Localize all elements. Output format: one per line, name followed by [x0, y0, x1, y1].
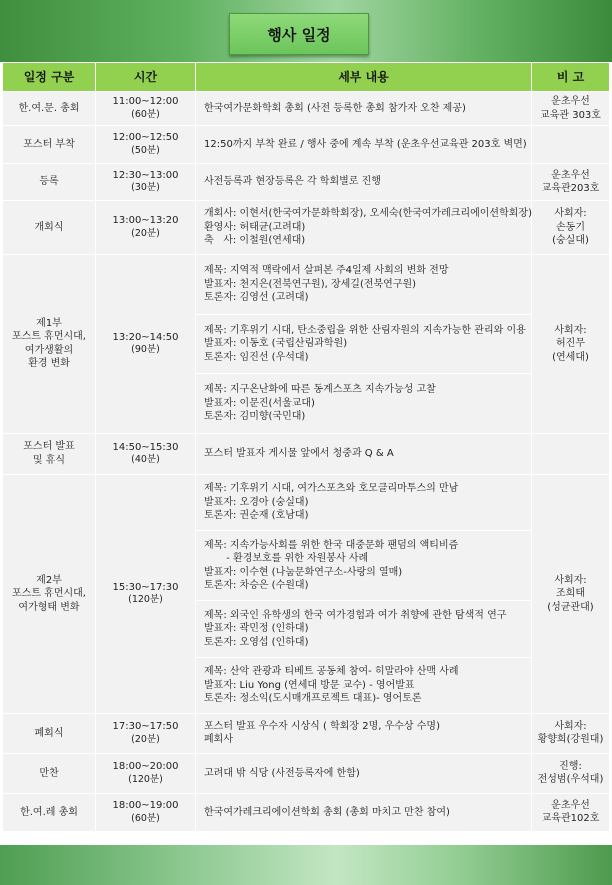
detail-line: 환영사: 허태균(고려대)	[204, 221, 306, 233]
table-row	[3, 713, 610, 753]
row-remarks: 운초우선 교육관203호	[532, 164, 610, 201]
row-category: 폐회식	[3, 713, 96, 753]
row-duration: (90분)	[131, 344, 160, 356]
row-time-cell	[96, 255, 196, 434]
session-block	[196, 657, 531, 713]
detail-text: 사전등록과 현장등록은 각 학회별로 진행	[204, 176, 381, 188]
column-header-time: 시간	[96, 63, 196, 92]
row-remarks: 운초우선 교육관102호	[532, 793, 610, 831]
table-row	[3, 474, 610, 713]
row-time: 18:00~20:00	[112, 761, 179, 773]
session-line: 발표자: 이문진(서울교대)	[204, 397, 315, 409]
row-category: 제2부 포스트 휴먼시대, 여가형태 변화	[3, 474, 96, 713]
row-category: 포스터 부착	[3, 126, 96, 164]
detail-text: 한국여가레크리에이션학회 총회 (총회 마치고 만찬 참여)	[204, 806, 450, 818]
detail-line: 축 사: 이철원(연세대)	[204, 235, 306, 247]
session-line: 토론자: 김미향(국민대)	[204, 411, 306, 423]
session-line: 발표자: 이수현 (나눔문화연구소-사랑의 열매)	[204, 566, 403, 578]
row-details	[196, 201, 532, 255]
row-duration: (30분)	[131, 182, 160, 194]
table-row	[3, 255, 610, 434]
row-duration: (50분)	[131, 144, 160, 156]
session-line: 토론자: 김영선 (고려대)	[204, 292, 309, 304]
row-remarks	[532, 126, 610, 164]
row-category: 만찬	[3, 753, 96, 793]
row-time-cell	[96, 793, 196, 831]
row-duration: (60분)	[131, 108, 160, 120]
row-remarks: 사회자: 조희태 (성균관대)	[532, 474, 610, 713]
row-category: 등록	[3, 164, 96, 201]
session-line: 발표자: 천지은(전북연구원), 장세길(전북연구원)	[204, 278, 417, 290]
session-line: 발표자: Liu Yong (연세대 방문 교수) - 영어발표	[204, 679, 415, 691]
session-block	[196, 255, 531, 314]
row-details	[196, 753, 532, 793]
table-header-row	[3, 63, 610, 92]
row-time-cell	[96, 474, 196, 713]
detail-text: 12:50까지 부착 완료 / 행사 중에 계속 부착 (운초우선교육관 203호 벽면)	[204, 138, 527, 150]
detail-text: 포스터 발표자 게시물 앞에서 청중과 Q & A	[204, 448, 394, 460]
table-row	[3, 126, 610, 164]
session-line: 토론자: 오영섭 (인하대)	[204, 636, 309, 648]
schedule-body	[3, 92, 610, 832]
row-category: 제1부 포스트 휴먼시대, 여가생활의 환경 변화	[3, 255, 96, 434]
session-line: 발표자: 이동호 (국립산림과학원)	[204, 338, 348, 350]
session-line: 토론자: 임진선 (우석대)	[204, 351, 309, 363]
row-time: 15:30~17:30	[112, 581, 179, 593]
table-row	[3, 433, 610, 474]
row-category: 개회식	[3, 201, 96, 255]
row-time: 12:30~13:00	[112, 169, 179, 181]
row-category: 포스터 발표 및 휴식	[3, 433, 96, 474]
page-title: 행사 일정	[229, 13, 369, 55]
session-line: 발표자: 오경아 (숭실대)	[204, 496, 309, 508]
footer-band	[0, 845, 612, 885]
table-row	[3, 164, 610, 201]
session-block	[196, 314, 531, 374]
row-time: 13:20~14:50	[112, 331, 179, 343]
row-details	[196, 474, 532, 713]
row-time: 12:00~12:50	[112, 132, 179, 144]
row-details	[196, 164, 532, 201]
session-block	[196, 475, 531, 530]
row-category: 한.여.레 총회	[3, 793, 96, 831]
column-header-category: 일정 구분	[3, 63, 96, 92]
row-duration: (20분)	[131, 227, 160, 239]
row-time-cell	[96, 713, 196, 753]
row-remarks	[532, 433, 610, 474]
row-remarks: 사회자: 허진무 (연세대)	[532, 255, 610, 434]
row-time: 13:00~13:20	[112, 215, 179, 227]
table-row	[3, 793, 610, 831]
session-line: - 환경보호를 위한 자원봉사 사례	[204, 553, 369, 565]
table-row	[3, 201, 610, 255]
session-line: 제목: 외국인 유학생의 한국 여가경험과 여가 취향에 관한 탐색적 연구	[204, 609, 507, 621]
row-category: 한.여.문. 총회	[3, 92, 96, 126]
row-details	[196, 793, 532, 831]
row-time-cell	[96, 92, 196, 126]
column-header-details: 세부 내용	[196, 63, 532, 92]
session-block	[196, 373, 531, 433]
session-line: 토론자: 정소익(도시매개프로젝트 대표)- 영어토론	[204, 693, 422, 705]
row-time-cell	[96, 753, 196, 793]
session-line: 토론자: 차승은 (수원대)	[204, 580, 309, 592]
row-duration: (60분)	[131, 812, 160, 824]
session-line: 제목: 기후위기 시대, 탄소중립을 위한 산림자원의 지속가능한 관리와 이용	[204, 324, 526, 336]
session-line: 제목: 산악 관광과 티베트 공동체 참여- 히말라야 산맥 사례	[204, 666, 459, 678]
row-details	[196, 126, 532, 164]
column-header-remarks: 비 고	[532, 63, 610, 92]
row-time: 17:30~17:50	[112, 721, 179, 733]
session-block	[196, 530, 531, 600]
row-time-cell	[96, 433, 196, 474]
table-row	[3, 92, 610, 126]
row-time: 14:50~15:30	[112, 441, 179, 453]
session-line: 제목: 지역적 맥락에서 살펴본 주4일제 사회의 변화 전망	[204, 265, 449, 277]
detail-line: 개회사: 이현서(한국여가문화학회장), 오세숙(한국여가레크리에이션학회장)	[204, 208, 532, 220]
session-line: 발표자: 곽민정 (인하대)	[204, 623, 309, 635]
row-remarks: 사회자: 황향희(강원대)	[532, 713, 610, 753]
row-time: 11:00~12:00	[112, 96, 179, 108]
detail-line: 폐회사	[204, 734, 233, 746]
row-remarks: 운초우선 교육관 303호	[532, 92, 610, 126]
row-duration: (40분)	[131, 454, 160, 466]
detail-text: 한국여가문화학회 총회 (사전 등록한 총회 참가자 오찬 제공)	[204, 102, 466, 114]
row-remarks: 사회자: 손동기 (숭실대)	[532, 201, 610, 255]
row-remarks: 진행: 전성범(우석대)	[532, 753, 610, 793]
row-duration: (20분)	[131, 733, 160, 745]
detail-line: 포스터 발표 우수자 시상식 ( 학회장 2명, 우수상 수명)	[204, 720, 440, 732]
row-time-cell	[96, 164, 196, 201]
row-duration: (120분)	[128, 594, 163, 606]
row-time-cell	[96, 201, 196, 255]
detail-text: 고려대 밖 식당 (사전등록자에 한함)	[204, 767, 360, 779]
session-line: 토론자: 권순재 (호남대)	[204, 510, 309, 522]
session-line: 제목: 기후위기 시대, 여가스포츠와 호모클리마투스의 만남	[204, 483, 459, 495]
row-time-cell	[96, 126, 196, 164]
row-details	[196, 92, 532, 126]
row-details	[196, 433, 532, 474]
session-line: 제목: 지속가능사회를 위한 한국 대중문화 팬덤의 액티비즘	[204, 539, 459, 551]
session-block	[196, 600, 531, 656]
schedule-table	[2, 62, 610, 832]
row-time: 18:00~19:00	[112, 800, 179, 812]
row-details	[196, 713, 532, 753]
session-line: 제목: 지구온난화에 따른 동계스포츠 지속가능성 고찰	[204, 384, 436, 396]
row-duration: (120분)	[128, 773, 163, 785]
row-details	[196, 255, 532, 434]
table-row	[3, 753, 610, 793]
